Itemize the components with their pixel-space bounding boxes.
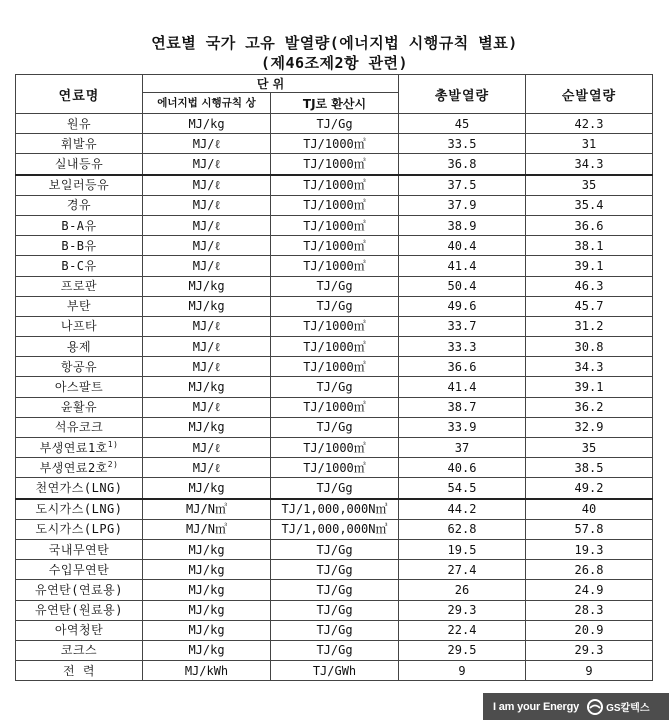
header-unit-law: 에너지법 시행규칙 상 [143,93,271,114]
gross-heat-cell: 41.4 [399,256,526,276]
table-row [16,256,653,276]
gross-heat-cell: 54.5 [399,478,526,499]
unit-law-cell: MJ/ℓ [143,438,271,458]
net-heat-cell: 29.3 [526,640,653,660]
gross-heat-cell: 50.4 [399,276,526,296]
unit-law-cell: MJ/ℓ [143,256,271,276]
unit-tj-cell: TJ/Gg [271,560,399,580]
table-row [16,417,653,437]
unit-tj-cell: TJ/Gg [271,580,399,600]
net-heat-cell: 35.4 [526,195,653,215]
table-row [16,478,653,499]
gross-heat-cell: 33.7 [399,316,526,336]
table-row [16,640,653,660]
gross-heat-cell: 38.9 [399,215,526,235]
unit-tj-cell: TJ/1,000,000N㎥ [271,499,399,520]
gross-heat-cell: 37.5 [399,175,526,196]
gross-heat-cell: 38.7 [399,397,526,417]
net-heat-cell: 35 [526,175,653,196]
gross-heat-cell: 26 [399,580,526,600]
unit-law-cell: MJ/kg [143,276,271,296]
fuel-name-cell: 윤활유 [16,397,143,417]
unit-law-cell: MJ/ℓ [143,154,271,175]
fuel-name-cell: 보일러등유 [16,175,143,196]
footnote-marker: 1) [107,439,119,449]
unit-tj-cell: TJ/1000㎥ [271,236,399,256]
unit-law-cell: MJ/ℓ [143,337,271,357]
fuel-name-cell: 용제 [16,337,143,357]
fuel-name-cell: 전 력 [16,661,143,681]
unit-tj-cell: TJ/Gg [271,600,399,620]
net-heat-cell: 34.3 [526,154,653,175]
net-heat-cell: 38.5 [526,458,653,478]
net-heat-cell: 30.8 [526,337,653,357]
gross-heat-cell: 19.5 [399,539,526,559]
gross-heat-cell: 33.5 [399,134,526,154]
heat-value-table [15,74,653,681]
net-heat-cell: 31 [526,134,653,154]
unit-tj-cell: TJ/1000㎥ [271,438,399,458]
unit-tj-cell: TJ/1000㎥ [271,357,399,377]
unit-tj-cell: TJ/Gg [271,114,399,134]
net-heat-cell: 36.6 [526,215,653,235]
unit-tj-cell: TJ/1000㎥ [271,397,399,417]
fuel-name-cell: 국내무연탄 [16,539,143,559]
header-unit-tj: TJ로 환산시 [271,93,399,114]
table-row [16,175,653,196]
gross-heat-cell: 29.5 [399,640,526,660]
table-row [16,499,653,520]
brand-footer [483,693,669,720]
table-row [16,458,653,478]
fuel-name-cell: 아스팔트 [16,377,143,397]
table-row [16,215,653,235]
unit-tj-cell: TJ/1000㎥ [271,458,399,478]
header-net-heat: 순발열량 [526,75,653,114]
footnote-marker: 2) [107,459,119,469]
fuel-name-cell: 부탄 [16,296,143,316]
unit-tj-cell: TJ/1000㎥ [271,316,399,336]
table-row [16,337,653,357]
table-row [16,296,653,316]
unit-law-cell: MJ/ℓ [143,236,271,256]
gross-heat-cell: 22.4 [399,620,526,640]
net-heat-cell: 57.8 [526,519,653,539]
fuel-name-cell: 부생연료1호$^{1)}$ [16,438,143,458]
net-heat-cell: 32.9 [526,417,653,437]
gross-heat-cell: 41.4 [399,377,526,397]
net-heat-cell: 40 [526,499,653,520]
unit-law-cell: MJ/N㎥ [143,519,271,539]
net-heat-cell: 9 [526,661,653,681]
document-title: 연료별 국가 고유 발열량(에너지법 시행규칙 별표) [151,34,518,52]
fuel-name-cell: 휘발유 [16,134,143,154]
net-heat-cell: 35 [526,438,653,458]
unit-law-cell: MJ/kg [143,560,271,580]
net-heat-cell: 45.7 [526,296,653,316]
gross-heat-cell: 36.6 [399,357,526,377]
unit-law-cell: MJ/kg [143,377,271,397]
gross-heat-cell: 29.3 [399,600,526,620]
table-row [16,397,653,417]
fuel-name-cell: 유연탄(원료용) [16,600,143,620]
gross-heat-cell: 37.9 [399,195,526,215]
unit-tj-cell: TJ/Gg [271,620,399,640]
unit-tj-cell: TJ/1000㎥ [271,195,399,215]
fuel-name-cell: 실내등유 [16,154,143,175]
gs-logo [587,699,649,715]
unit-tj-cell: TJ/1000㎥ [271,256,399,276]
unit-tj-cell: TJ/Gg [271,296,399,316]
footer-slogan: I am your Energy [493,700,580,713]
unit-law-cell: MJ/kg [143,600,271,620]
net-heat-cell: 34.3 [526,357,653,377]
gross-heat-cell: 44.2 [399,499,526,520]
fuel-name-cell: 원유 [16,114,143,134]
fuel-name-cell: B-C유 [16,256,143,276]
unit-law-cell: MJ/kg [143,417,271,437]
unit-tj-cell: TJ/1000㎥ [271,134,399,154]
unit-tj-cell: TJ/1000㎥ [271,175,399,196]
fuel-name-cell: 도시가스(LNG) [16,499,143,520]
unit-law-cell: MJ/ℓ [143,316,271,336]
unit-tj-cell: TJ/Gg [271,417,399,437]
gross-heat-cell: 33.9 [399,417,526,437]
table-row [16,519,653,539]
header-fuel: 연료명 [16,75,143,114]
table-row [16,276,653,296]
gross-heat-cell: 33.3 [399,337,526,357]
unit-tj-cell: TJ/1000㎥ [271,337,399,357]
unit-tj-cell: TJ/1000㎥ [271,215,399,235]
net-heat-cell: 31.2 [526,316,653,336]
net-heat-cell: 39.1 [526,256,653,276]
net-heat-cell: 36.2 [526,397,653,417]
table-row [16,357,653,377]
unit-tj-cell: TJ/Gg [271,478,399,499]
table-row [16,134,653,154]
unit-tj-cell: TJ/1000㎥ [271,154,399,175]
fuel-name-cell: 항공유 [16,357,143,377]
table-row [16,195,653,215]
unit-tj-cell: TJ/1,000,000N㎥ [271,519,399,539]
unit-tj-cell: TJ/Gg [271,377,399,397]
table-row [16,620,653,640]
net-heat-cell: 24.9 [526,580,653,600]
net-heat-cell: 26.8 [526,560,653,580]
table-row [16,539,653,559]
net-heat-cell: 28.3 [526,600,653,620]
net-heat-cell: 49.2 [526,478,653,499]
gross-heat-cell: 36.8 [399,154,526,175]
fuel-name-cell: 코크스 [16,640,143,660]
table-row [16,438,653,458]
unit-law-cell: MJ/kg [143,539,271,559]
gross-heat-cell: 49.6 [399,296,526,316]
unit-law-cell: MJ/ℓ [143,215,271,235]
unit-tj-cell: TJ/Gg [271,539,399,559]
net-heat-cell: 38.1 [526,236,653,256]
table-row [16,600,653,620]
table-row [16,661,653,681]
unit-law-cell: MJ/ℓ [143,458,271,478]
gross-heat-cell: 37 [399,438,526,458]
fuel-name-cell: B-B유 [16,236,143,256]
gs-logo-icon [587,699,603,715]
header-unit-group: 단 위 [143,75,399,93]
unit-law-cell: MJ/kg [143,620,271,640]
fuel-name-cell: B-A유 [16,215,143,235]
table-row [16,236,653,256]
unit-law-cell: MJ/ℓ [143,195,271,215]
unit-law-cell: MJ/kg [143,114,271,134]
table-row [16,154,653,175]
unit-tj-cell: TJ/Gg [271,276,399,296]
net-heat-cell: 19.3 [526,539,653,559]
net-heat-cell: 46.3 [526,276,653,296]
net-heat-cell: 39.1 [526,377,653,397]
fuel-name-cell: 도시가스(LPG) [16,519,143,539]
unit-tj-cell: TJ/GWh [271,661,399,681]
table-row [16,377,653,397]
unit-law-cell: MJ/ℓ [143,397,271,417]
unit-law-cell: MJ/kg [143,478,271,499]
unit-law-cell: MJ/kg [143,580,271,600]
fuel-name-cell: 부생연료2호$^{2)}$ [16,458,143,478]
unit-tj-cell: TJ/Gg [271,640,399,660]
gross-heat-cell: 40.6 [399,458,526,478]
footer-brand: GS칼텍스 [606,703,650,714]
table-row [16,580,653,600]
gross-heat-cell: 9 [399,661,526,681]
gross-heat-cell: 27.4 [399,560,526,580]
unit-law-cell: MJ/ℓ [143,175,271,196]
fuel-name-cell: 나프타 [16,316,143,336]
net-heat-cell: 42.3 [526,114,653,134]
unit-law-cell: MJ/kWh [143,661,271,681]
unit-law-cell: MJ/ℓ [143,357,271,377]
fuel-name-cell: 경유 [16,195,143,215]
fuel-name-cell: 프로판 [16,276,143,296]
gross-heat-cell: 62.8 [399,519,526,539]
table-row [16,560,653,580]
gross-heat-cell: 40.4 [399,236,526,256]
table-row [16,114,653,134]
document-subtitle: (제46조제2항 관련) [260,54,409,72]
fuel-name-cell: 아역청탄 [16,620,143,640]
table-row [16,316,653,336]
unit-law-cell: MJ/ℓ [143,134,271,154]
fuel-name-cell: 유연탄(연료용) [16,580,143,600]
unit-law-cell: MJ/kg [143,640,271,660]
gross-heat-cell: 45 [399,114,526,134]
unit-law-cell: MJ/kg [143,296,271,316]
header-gross-heat: 총발열량 [399,75,526,114]
fuel-name-cell: 수입무연탄 [16,560,143,580]
net-heat-cell: 20.9 [526,620,653,640]
fuel-name-cell: 천연가스(LNG) [16,478,143,499]
fuel-name-cell: 석유코크 [16,417,143,437]
unit-law-cell: MJ/N㎥ [143,499,271,520]
